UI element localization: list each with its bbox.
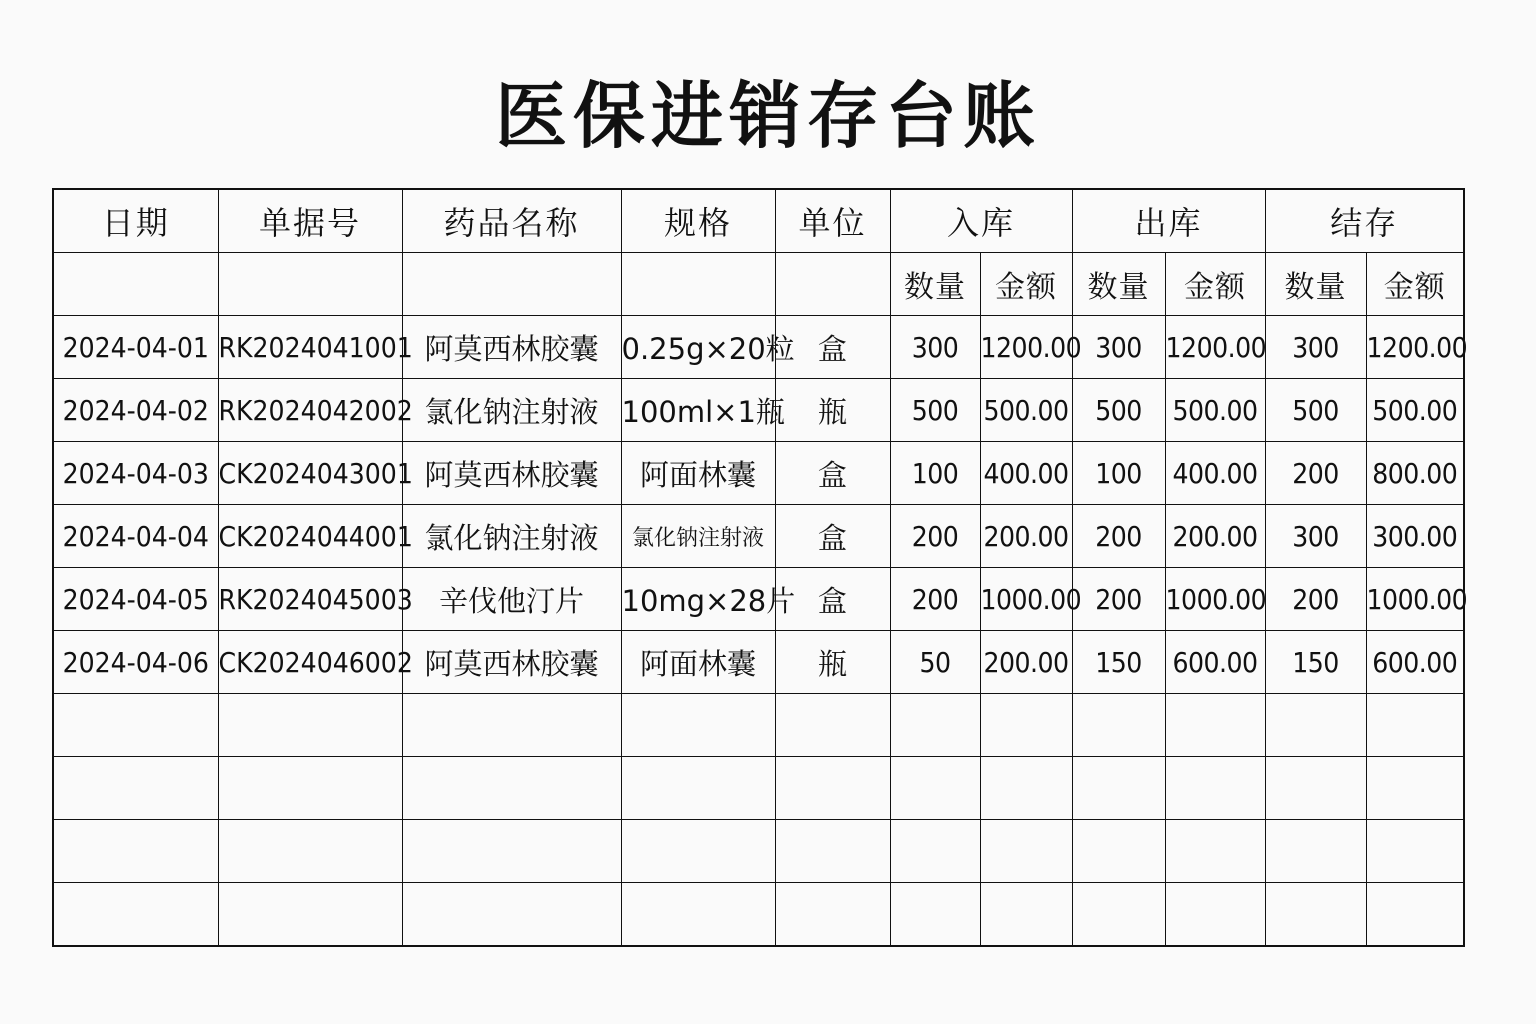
doc-no-cell: CK2024046002	[218, 631, 402, 694]
spec-cell: 阿面林囊	[621, 442, 775, 505]
ledger-body	[53, 316, 1468, 947]
in-qty-cell: 200	[890, 568, 980, 631]
drug-name-cell: 氯化钠注射液	[402, 505, 621, 568]
header-drug-name: 药品名称	[402, 189, 621, 253]
date-cell	[53, 757, 218, 820]
table-row	[53, 820, 1464, 883]
drug-name-cell	[402, 757, 621, 820]
unit-cell: 盒	[775, 442, 890, 505]
out-amt-cell	[1165, 883, 1265, 947]
doc-no-cell: RK2024041001	[218, 316, 402, 379]
out-qty-cell	[1072, 694, 1165, 757]
stock-amt-cell: 1200.00	[1366, 316, 1464, 379]
header-doc-no: 单据号	[218, 189, 402, 253]
doc-no-cell	[218, 883, 402, 947]
in-amt-cell: 1200.00	[980, 316, 1072, 379]
out-amt-cell: 400.00	[1165, 442, 1265, 505]
sub-header-out-qty: 数量	[1072, 253, 1165, 316]
drug-name-cell	[402, 883, 621, 947]
stock-amt-cell	[1366, 757, 1464, 820]
unit-cell	[775, 757, 890, 820]
table-row	[53, 757, 1464, 820]
in-amt-cell: 200.00	[980, 631, 1072, 694]
date-cell: 2024-04-04	[53, 505, 218, 568]
sub-header-empty	[53, 253, 218, 316]
stock-qty-cell	[1265, 883, 1366, 947]
stock-qty-cell	[1265, 694, 1366, 757]
header-spec: 规格	[621, 189, 775, 253]
in-amt-cell	[980, 757, 1072, 820]
out-qty-cell	[1072, 820, 1165, 883]
spec-cell	[621, 694, 775, 757]
sub-header-out-amt: 金额	[1165, 253, 1265, 316]
out-qty-cell: 200	[1072, 568, 1165, 631]
out-amt-cell	[1165, 757, 1265, 820]
sub-header-row	[53, 253, 1464, 316]
doc-no-cell	[218, 757, 402, 820]
in-amt-cell: 200.00	[980, 505, 1072, 568]
sub-header-empty	[218, 253, 402, 316]
out-qty-cell: 100	[1072, 442, 1165, 505]
drug-name-cell: 辛伐他汀片	[402, 568, 621, 631]
in-qty-cell: 50	[890, 631, 980, 694]
drug-name-cell: 阿莫西林胶囊	[402, 316, 621, 379]
out-qty-cell: 200	[1072, 505, 1165, 568]
in-qty-cell: 300	[890, 316, 980, 379]
spec-cell: 氯化钠注射液	[621, 505, 775, 568]
out-amt-cell	[1165, 694, 1265, 757]
spec-cell: 阿面林囊	[621, 631, 775, 694]
stock-amt-cell: 500.00	[1366, 379, 1464, 442]
page-title: 医保进销存台账	[494, 74, 1041, 158]
stock-amt-cell: 600.00	[1366, 631, 1464, 694]
sub-header-empty	[775, 253, 890, 316]
stock-qty-cell: 150	[1265, 631, 1366, 694]
unit-cell: 瓶	[775, 379, 890, 442]
sub-header-empty	[402, 253, 621, 316]
sub-header-in-qty: 数量	[890, 253, 980, 316]
table-row	[53, 442, 1464, 505]
unit-cell: 盒	[775, 568, 890, 631]
date-cell	[53, 694, 218, 757]
header-row	[53, 189, 1464, 253]
date-cell: 2024-04-06	[53, 631, 218, 694]
in-qty-cell	[890, 757, 980, 820]
unit-cell: 盒	[775, 505, 890, 568]
stock-qty-cell: 500	[1265, 379, 1366, 442]
spec-cell: 10mg×28片	[621, 568, 775, 631]
in-amt-cell	[980, 694, 1072, 757]
stock-amt-cell: 1000.00	[1366, 568, 1464, 631]
out-qty-cell: 300	[1072, 316, 1165, 379]
in-amt-cell: 1000.00	[980, 568, 1072, 631]
stock-qty-cell: 300	[1265, 505, 1366, 568]
table-row	[53, 568, 1464, 631]
out-amt-cell: 600.00	[1165, 631, 1265, 694]
stock-qty-cell	[1265, 820, 1366, 883]
sub-header-in-amt: 金额	[980, 253, 1072, 316]
stock-amt-cell: 300.00	[1366, 505, 1464, 568]
ledger-table	[52, 188, 1468, 947]
date-cell	[53, 820, 218, 883]
header-stock: 结存	[1265, 189, 1464, 253]
table-row	[53, 379, 1464, 442]
in-qty-cell	[890, 820, 980, 883]
drug-name-cell: 阿莫西林胶囊	[402, 631, 621, 694]
table-row	[53, 694, 1464, 757]
in-qty-cell: 200	[890, 505, 980, 568]
in-qty-cell: 500	[890, 379, 980, 442]
date-cell: 2024-04-05	[53, 568, 218, 631]
out-qty-cell	[1072, 883, 1165, 947]
spec-cell: 100ml×1瓶	[621, 379, 775, 442]
out-amt-cell: 1200.00	[1165, 316, 1265, 379]
in-qty-cell	[890, 883, 980, 947]
unit-cell	[775, 883, 890, 947]
header-in: 入库	[890, 189, 1072, 253]
unit-cell	[775, 694, 890, 757]
doc-no-cell: RK2024045003	[218, 568, 402, 631]
doc-no-cell: CK2024044001	[218, 505, 402, 568]
spec-cell: 0.25g×20粒	[621, 316, 775, 379]
in-amt-cell	[980, 883, 1072, 947]
header-unit: 单位	[775, 189, 890, 253]
drug-name-cell	[402, 820, 621, 883]
stock-qty-cell	[1265, 757, 1366, 820]
in-qty-cell	[890, 694, 980, 757]
table-row	[53, 316, 1464, 379]
out-amt-cell	[1165, 820, 1265, 883]
date-cell: 2024-04-02	[53, 379, 218, 442]
stock-qty-cell: 200	[1265, 442, 1366, 505]
stock-qty-cell: 300	[1265, 316, 1366, 379]
table-row	[53, 883, 1464, 947]
unit-cell	[775, 820, 890, 883]
stock-qty-cell: 200	[1265, 568, 1366, 631]
doc-no-cell: RK2024042002	[218, 379, 402, 442]
out-qty-cell: 150	[1072, 631, 1165, 694]
date-cell: 2024-04-01	[53, 316, 218, 379]
out-qty-cell: 500	[1072, 379, 1165, 442]
out-amt-cell: 200.00	[1165, 505, 1265, 568]
header-out: 出库	[1072, 189, 1265, 253]
stock-amt-cell: 800.00	[1366, 442, 1464, 505]
stock-amt-cell	[1366, 883, 1464, 947]
drug-name-cell: 阿莫西林胶囊	[402, 442, 621, 505]
sub-header-empty	[621, 253, 775, 316]
doc-no-cell: CK2024043001	[218, 442, 402, 505]
in-amt-cell	[980, 820, 1072, 883]
stock-amt-cell	[1366, 694, 1464, 757]
sub-header-stock-qty: 数量	[1265, 253, 1366, 316]
drug-name-cell	[402, 694, 621, 757]
in-qty-cell: 100	[890, 442, 980, 505]
in-amt-cell: 400.00	[980, 442, 1072, 505]
spec-cell	[621, 820, 775, 883]
stock-amt-cell	[1366, 820, 1464, 883]
out-amt-cell: 500.00	[1165, 379, 1265, 442]
header-date: 日期	[53, 189, 218, 253]
out-amt-cell: 1000.00	[1165, 568, 1265, 631]
table-row	[53, 505, 1464, 568]
date-cell: 2024-04-03	[53, 442, 218, 505]
doc-no-cell	[218, 820, 402, 883]
drug-name-cell: 氯化钠注射液	[402, 379, 621, 442]
sub-header-stock-amt: 金额	[1366, 253, 1464, 316]
spec-cell	[621, 757, 775, 820]
in-amt-cell: 500.00	[980, 379, 1072, 442]
doc-no-cell	[218, 694, 402, 757]
table-row	[53, 631, 1464, 694]
out-qty-cell	[1072, 757, 1165, 820]
unit-cell: 盒	[775, 316, 890, 379]
spec-cell	[621, 883, 775, 947]
date-cell	[53, 883, 218, 947]
unit-cell: 瓶	[775, 631, 890, 694]
